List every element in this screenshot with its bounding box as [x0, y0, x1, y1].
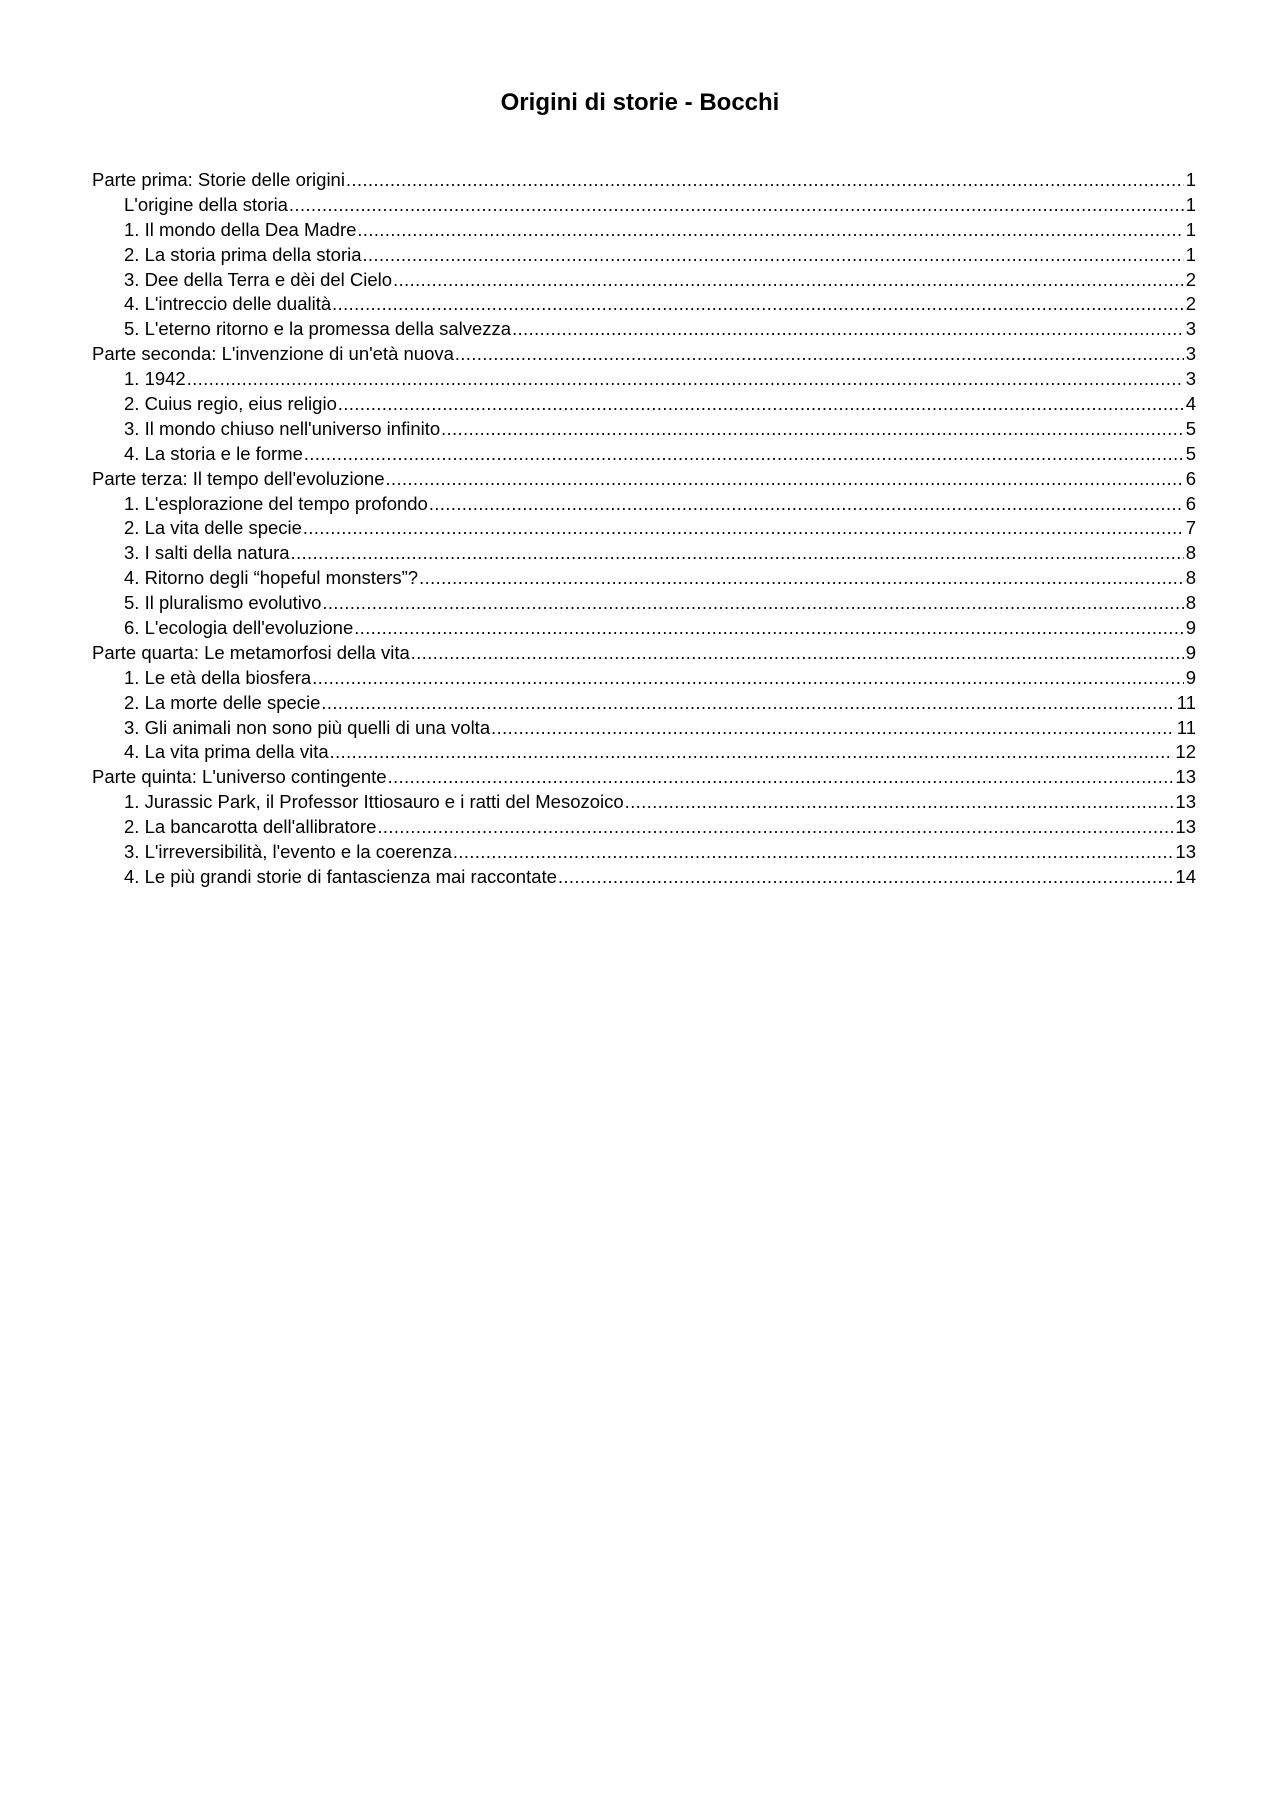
toc-entry[interactable] — [92, 292, 1196, 317]
toc-page-number: 3 — [1185, 318, 1196, 340]
toc-entry[interactable] — [92, 516, 1196, 541]
toc-entry[interactable] — [92, 268, 1196, 293]
toc-entry-label: 3. I salti della natura — [124, 542, 290, 564]
toc-entry[interactable] — [92, 591, 1196, 616]
toc-page-number: 13 — [1175, 841, 1196, 863]
toc-page-number: 13 — [1175, 816, 1196, 838]
toc-page-number: 6 — [1185, 492, 1196, 514]
toc-dot-leader — [303, 516, 1184, 541]
toc-entry[interactable] — [92, 641, 1196, 666]
toc-dot-leader — [357, 218, 1183, 243]
toc-entry[interactable] — [92, 367, 1196, 392]
toc-page-number: 9 — [1185, 641, 1196, 663]
toc-page-number: 1 — [1185, 193, 1196, 215]
toc-page-number: 5 — [1185, 417, 1196, 439]
toc-page-number: 9 — [1185, 617, 1196, 639]
toc-page-number: 13 — [1175, 766, 1196, 788]
toc-dot-leader — [346, 168, 1184, 193]
toc-page-number: 8 — [1185, 592, 1196, 614]
toc-page-number: 12 — [1175, 741, 1196, 763]
toc-entry-label: 2. La storia prima della storia — [124, 243, 362, 265]
toc-dot-leader — [354, 616, 1183, 641]
table-of-contents — [92, 168, 1196, 890]
toc-entry-label: 3. Il mondo chiuso nell'universo infinito — [124, 417, 441, 439]
toc-entry[interactable] — [92, 317, 1196, 342]
toc-entry[interactable] — [92, 616, 1196, 641]
toc-entry-label: 2. La vita delle specie — [124, 517, 302, 539]
toc-entry-label: 3. Dee della Terra e dèi del Cielo — [124, 268, 393, 290]
toc-entry[interactable] — [92, 417, 1196, 442]
toc-entry-label: 2. La bancarotta dell'allibratore — [124, 816, 377, 838]
toc-entry-label: 1. L'esplorazione del tempo profondo — [124, 492, 428, 514]
toc-page-number: 2 — [1185, 268, 1196, 290]
toc-page-number: 1 — [1185, 169, 1196, 190]
toc-page-number: 4 — [1185, 393, 1196, 415]
toc-dot-leader — [332, 292, 1184, 317]
toc-dot-leader — [411, 641, 1184, 666]
toc-entry-label: Parte quarta: Le metamorfosi della vita — [92, 641, 410, 663]
toc-entry[interactable] — [92, 566, 1196, 591]
toc-dot-leader — [322, 591, 1183, 616]
toc-entry[interactable] — [92, 541, 1196, 566]
toc-entry-label: 2. Cuius regio, eius religio — [124, 393, 337, 415]
toc-page-number: 11 — [1176, 691, 1196, 713]
toc-entry-label: Parte quinta: L'universo contingente — [92, 766, 387, 788]
toc-dot-leader — [393, 268, 1184, 293]
toc-entry[interactable] — [92, 865, 1196, 890]
toc-entry[interactable] — [92, 392, 1196, 417]
toc-entry-label: 5. L'eterno ritorno e la promessa della salvezza — [124, 318, 512, 340]
toc-dot-leader — [625, 790, 1174, 815]
toc-dot-leader — [330, 740, 1174, 765]
toc-entry[interactable] — [92, 691, 1196, 716]
toc-dot-leader — [289, 193, 1184, 218]
toc-dot-leader — [363, 243, 1184, 268]
toc-dot-leader — [304, 442, 1184, 467]
toc-dot-leader — [512, 317, 1184, 342]
toc-page-number: 5 — [1185, 442, 1196, 464]
toc-entry[interactable] — [92, 168, 1196, 193]
toc-page-number: 11 — [1176, 716, 1196, 738]
toc-entry[interactable] — [92, 790, 1196, 815]
toc-entry[interactable] — [92, 492, 1196, 517]
toc-entry-label: Parte seconda: L'invenzione di un'età nuova — [92, 343, 454, 365]
toc-dot-leader — [419, 566, 1184, 591]
toc-dot-leader — [455, 342, 1184, 367]
toc-entry-label: Parte prima: Storie delle origini — [92, 169, 345, 190]
toc-page-number: 1 — [1185, 218, 1196, 240]
toc-entry[interactable] — [92, 765, 1196, 790]
toc-entry-label: Parte terza: Il tempo dell'evoluzione — [92, 467, 385, 489]
toc-page-number: 3 — [1185, 368, 1196, 390]
toc-dot-leader — [312, 666, 1184, 691]
toc-entry[interactable] — [92, 243, 1196, 268]
toc-dot-leader — [388, 765, 1174, 790]
toc-dot-leader — [377, 815, 1173, 840]
toc-dot-leader — [291, 541, 1184, 566]
toc-entry-label: 1. Le età della biosfera — [124, 666, 312, 688]
toc-entry[interactable] — [92, 716, 1196, 741]
toc-entry-label: 4. La storia e le forme — [124, 442, 303, 464]
toc-page-number: 3 — [1185, 343, 1196, 365]
toc-entry-label: 4. L'intreccio delle dualità — [124, 293, 332, 315]
toc-entry[interactable] — [92, 342, 1196, 367]
toc-dot-leader — [491, 716, 1175, 741]
toc-entry-label: 4. Le più grandi storie di fantascienza mai raccontate — [124, 865, 557, 887]
toc-entry-label: 6. L'ecologia dell'evoluzione — [124, 617, 354, 639]
toc-entry[interactable] — [92, 442, 1196, 467]
toc-dot-leader — [453, 840, 1174, 865]
toc-dot-leader — [429, 492, 1184, 517]
toc-entry[interactable] — [92, 840, 1196, 865]
toc-page-number: 7 — [1185, 517, 1196, 539]
toc-entry[interactable] — [92, 193, 1196, 218]
toc-dot-leader — [441, 417, 1184, 442]
toc-dot-leader — [187, 367, 1184, 392]
toc-page-number: 13 — [1175, 791, 1196, 813]
toc-page-number: 14 — [1175, 865, 1196, 887]
toc-entry-label: 4. Ritorno degli “hopeful monsters”? — [124, 567, 419, 589]
toc-page-number: 8 — [1185, 542, 1196, 564]
toc-page-number: 1 — [1185, 243, 1196, 265]
toc-dot-leader — [386, 467, 1184, 492]
toc-entry-label: 5. Il pluralismo evolutivo — [124, 592, 322, 614]
toc-entry-label: L'origine della storia — [124, 193, 288, 215]
toc-entry[interactable] — [92, 740, 1196, 765]
toc-dot-leader — [338, 392, 1184, 417]
toc-entry-label: 2. La morte delle specie — [124, 691, 321, 713]
toc-page-number: 6 — [1185, 467, 1196, 489]
toc-dot-leader — [558, 865, 1173, 890]
toc-entry-label: 1. Jurassic Park, il Professor Ittiosauro e i ratti del Mesozoico — [124, 791, 624, 813]
toc-entry-label: 3. Gli animali non sono più quelli di una volta — [124, 716, 491, 738]
toc-entry[interactable] — [92, 218, 1196, 243]
toc-entry-label: 1. 1942 — [124, 368, 186, 390]
toc-entry-label: 4. La vita prima della vita — [124, 741, 329, 763]
toc-page-number: 8 — [1185, 567, 1196, 589]
toc-entry[interactable] — [92, 815, 1196, 840]
document-title: Origini di storie - Bocchi — [500, 89, 780, 116]
toc-page-number: 2 — [1185, 293, 1196, 315]
toc-dot-leader — [321, 691, 1174, 716]
toc-page-number: 9 — [1185, 666, 1196, 688]
toc-entry[interactable] — [92, 467, 1196, 492]
toc-entry-label: 1. Il mondo della Dea Madre — [124, 218, 357, 240]
toc-entry[interactable] — [92, 666, 1196, 691]
toc-entry-label: 3. L'irreversibilità, l'evento e la coerenza — [124, 841, 452, 863]
